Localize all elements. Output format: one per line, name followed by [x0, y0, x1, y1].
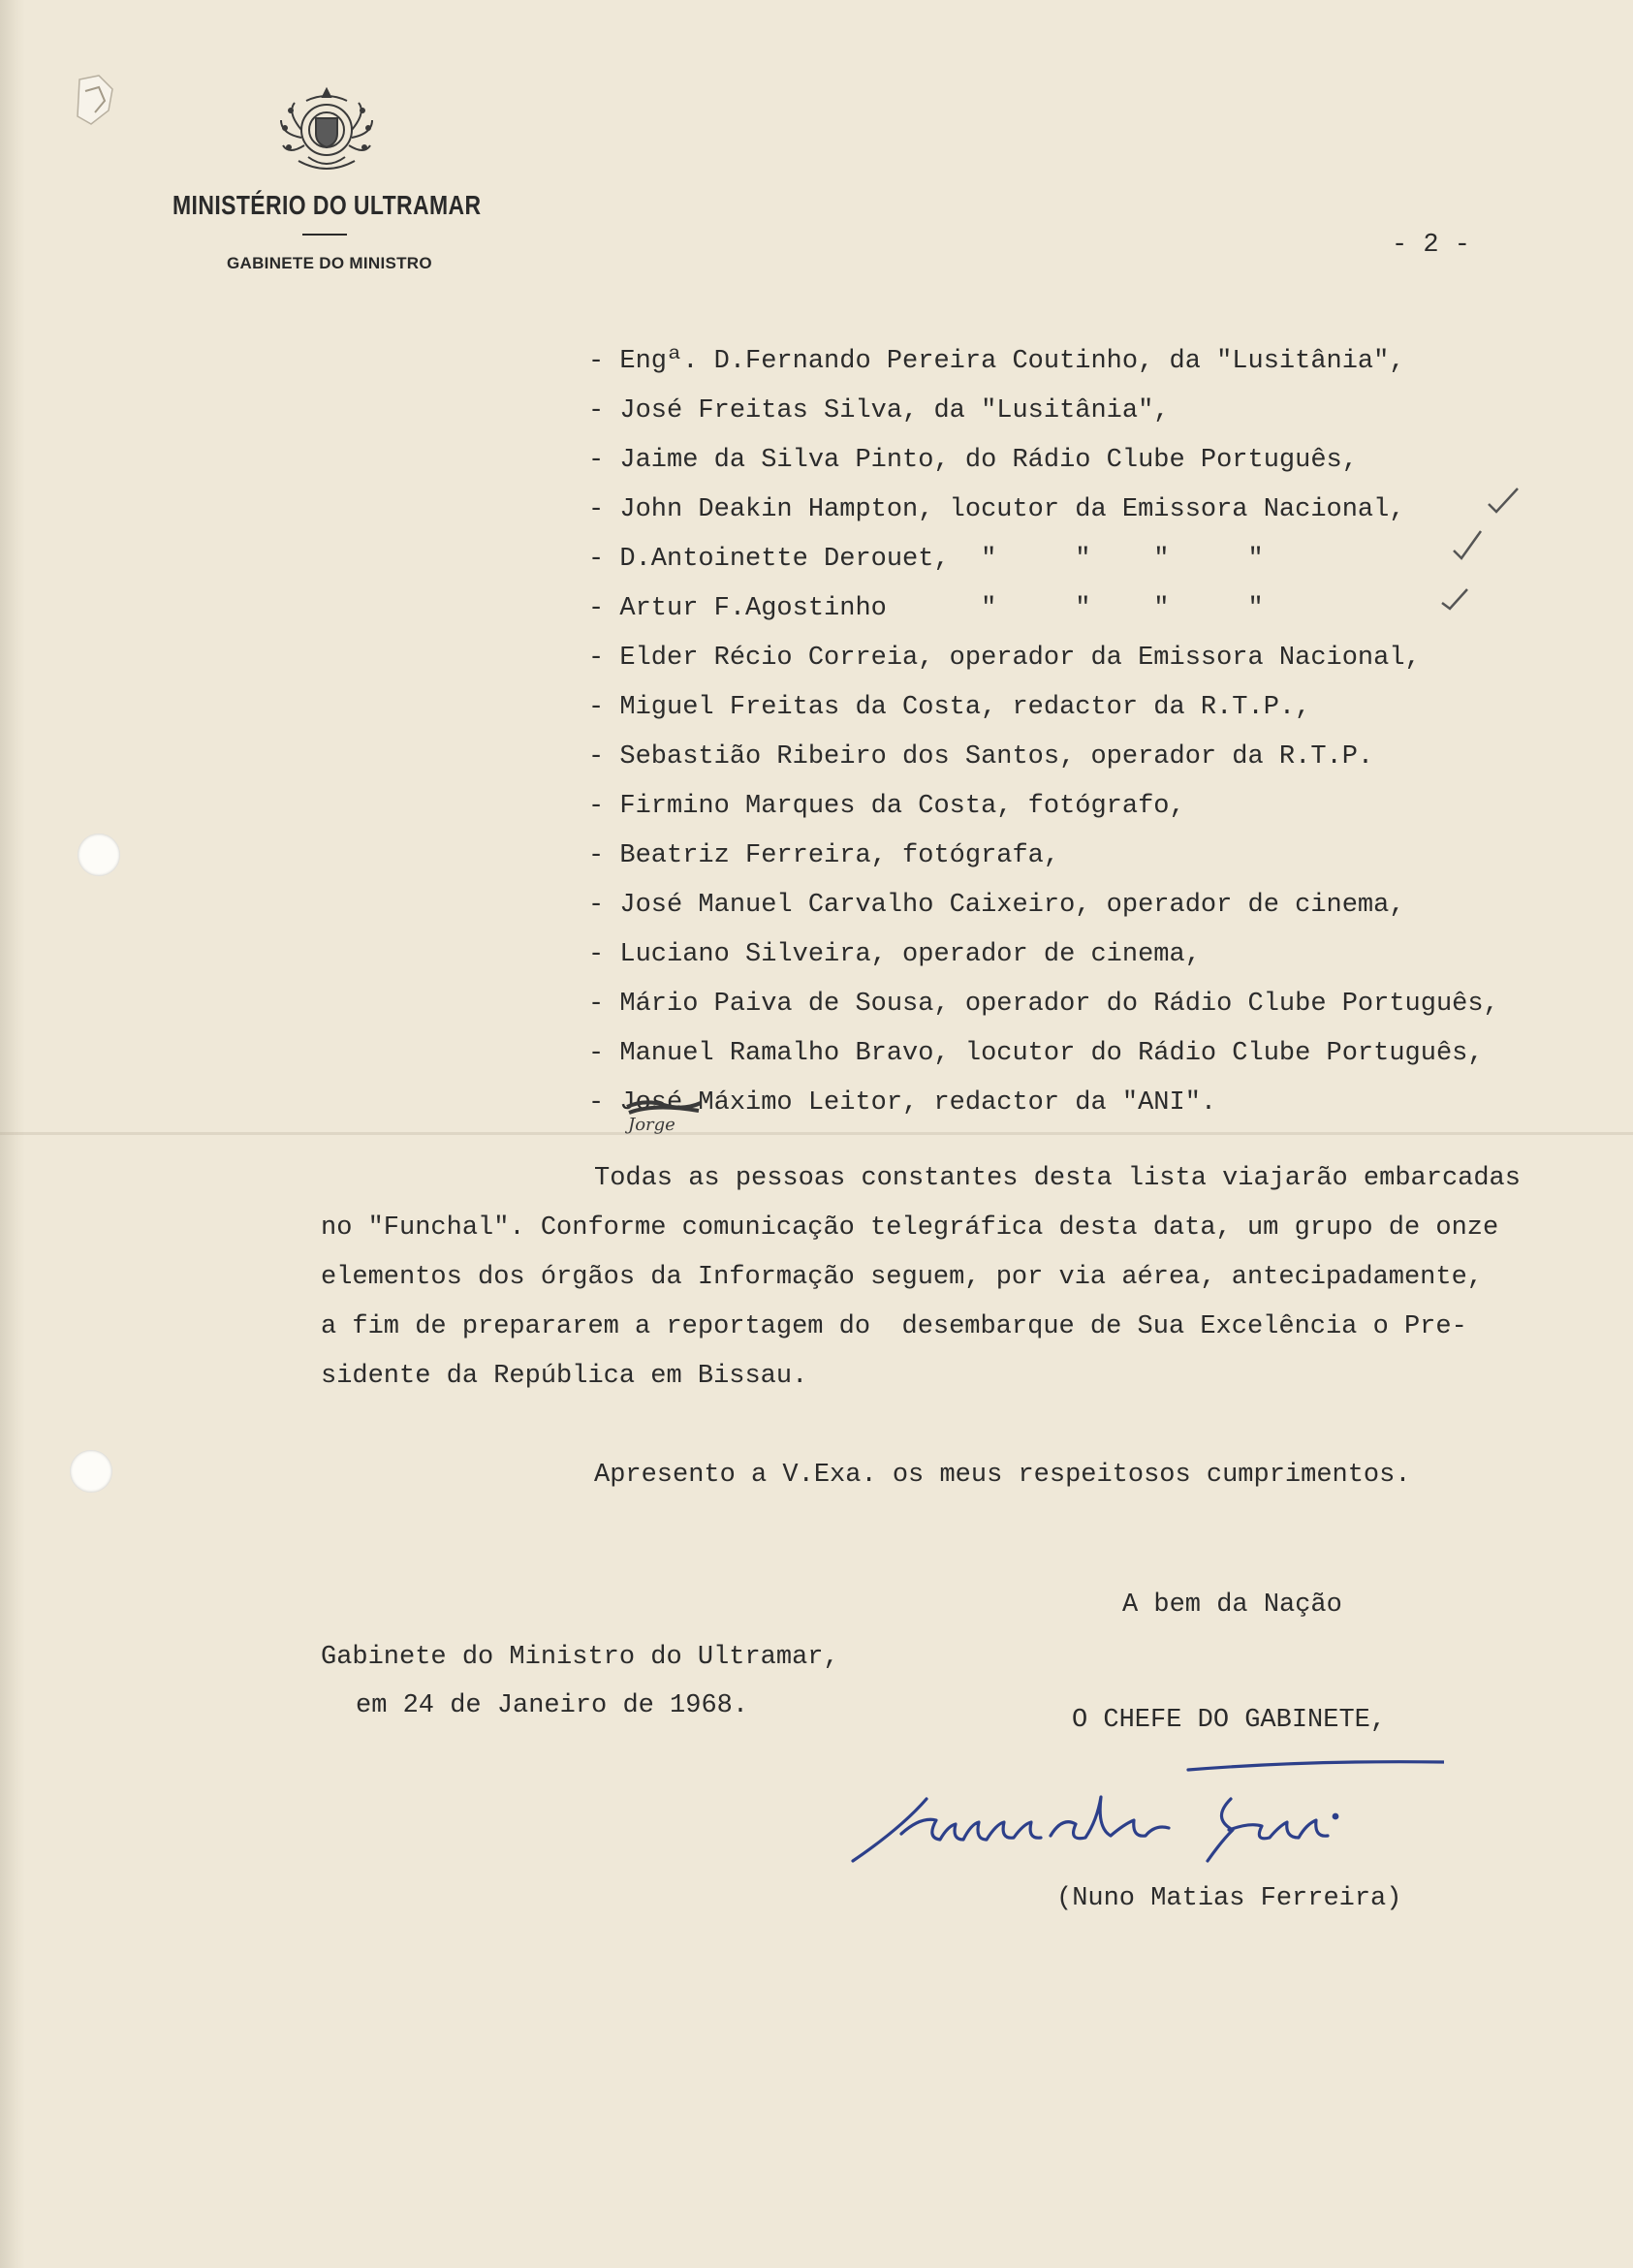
date-line: em 24 de Janeiro de 1968.: [356, 1691, 749, 1720]
handwritten-signature: [843, 1760, 1444, 1880]
punch-hole-upper: [78, 834, 120, 876]
list-item: - Luciano Silveira, operador de cinema,: [588, 940, 1201, 969]
handwritten-correction: Jorge: [628, 1115, 675, 1135]
check-mark-icon: [1483, 485, 1522, 518]
body-line: a fim de prepararem a reportagem do desembarque de Sua Excelência o Pre-: [321, 1312, 1467, 1341]
list-item: - Elder Récio Correia, operador da Emissora Nacional,: [588, 644, 1421, 673]
page-number: - 2 -: [1392, 231, 1471, 260]
torn-corner-mark: [70, 72, 124, 140]
list-item: - Firmino Marques da Costa, fotógrafo,: [588, 792, 1185, 821]
signatory-name: (Nuno Matias Ferreira): [1056, 1884, 1402, 1913]
punch-hole-lower: [70, 1450, 112, 1493]
list-item: - Engª. D.Fernando Pereira Coutinho, da "Lusitânia",: [588, 347, 1405, 376]
list-item: - José Máximo Leitor, redactor da "ANI".: [588, 1088, 1217, 1118]
closing-line: Apresento a V.Exa. os meus respeitosos cumprimentos.: [594, 1461, 1411, 1490]
list-item: - Beatriz Ferreira, fotógrafa,: [588, 841, 1060, 870]
signatory-title: O CHEFE DO GABINETE,: [1072, 1706, 1387, 1735]
list-item: - José Freitas Silva, da "Lusitânia",: [588, 396, 1170, 425]
paper-fold: [0, 1132, 1633, 1135]
body-line: Todas as pessoas constantes desta lista viajarão embarcadas: [594, 1164, 1521, 1193]
body-line: sidente da República em Bissau.: [321, 1362, 808, 1391]
list-item: - José Manuel Carvalho Caixeiro, operador de cinema,: [588, 891, 1405, 920]
body-line: no "Funchal". Conforme comunicação telegráfica desta data, um grupo de onze: [321, 1213, 1499, 1243]
list-item: - Sebastião Ribeiro dos Santos, operador da R.T.P.: [588, 742, 1374, 772]
salutation: A bem da Nação: [1122, 1591, 1342, 1620]
list-item: - Artur F.Agostinho " " " ": [588, 594, 1264, 623]
body-line: elementos dos órgãos da Informação seguem, por via aérea, antecipadamente,: [321, 1263, 1483, 1292]
cabinet-name: GABINETE DO MINISTRO: [227, 254, 432, 272]
place-line: Gabinete do Ministro do Ultramar,: [321, 1643, 839, 1672]
letterhead-divider: [302, 234, 347, 236]
list-item: - Jaime da Silva Pinto, do Rádio Clube Português,: [588, 446, 1358, 475]
list-item: - Manuel Ramalho Bravo, locutor do Rádio Clube Português,: [588, 1039, 1484, 1068]
list-item: - John Deakin Hampton, locutor da Emissora Nacional,: [588, 495, 1405, 524]
check-mark-icon: [1448, 529, 1487, 562]
list-item: - D.Antoinette Derouet, " " " ": [588, 545, 1264, 574]
check-mark-icon: [1436, 582, 1475, 614]
list-item: - Miguel Freitas da Costa, redactor da R.T.P.,: [588, 693, 1311, 722]
list-item: - Mário Paiva de Sousa, operador do Rádio Clube Português,: [588, 990, 1499, 1019]
coat-of-arms-emblem: [269, 83, 384, 176]
ministry-name: MINISTÉRIO DO ULTRAMAR: [173, 190, 482, 220]
